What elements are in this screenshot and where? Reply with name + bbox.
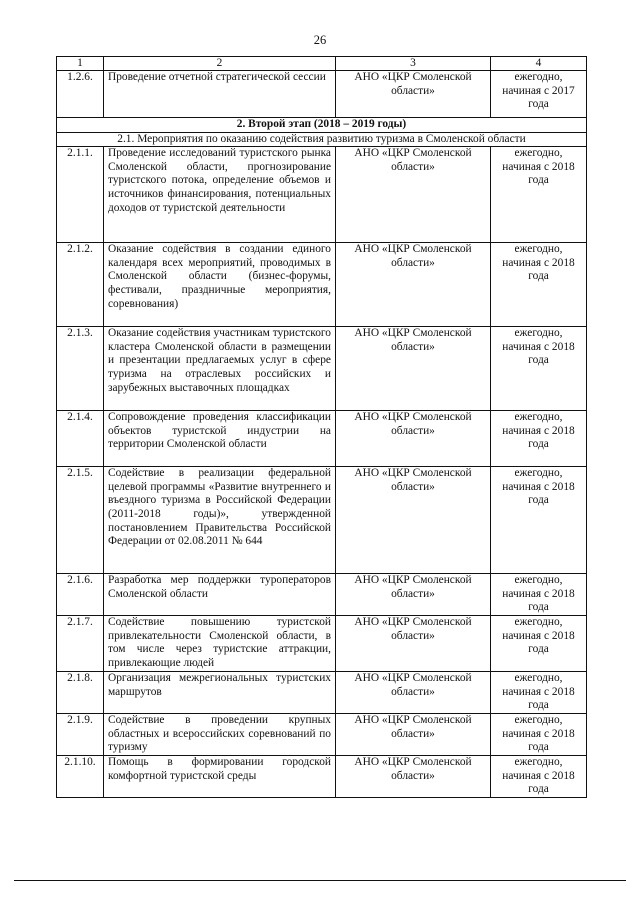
row-executor: АНО «ЦКР Смоленской области»	[336, 756, 491, 798]
table-row	[57, 467, 587, 574]
row-number: 2.1.3.	[57, 327, 104, 411]
row-executor: АНО «ЦКР Смоленской области»	[336, 327, 491, 411]
row-executor: АНО «ЦКР Смоленской области»	[336, 467, 491, 574]
row-description: Проведение исследований туристского рынка Смоленской области, прогнозирование туристского потока, определение объемов и источников финансирования, потенциальных доходов от туристской деятельности	[104, 147, 336, 243]
row-number: 2.1.8.	[57, 672, 104, 714]
row-number: 2.1.6.	[57, 574, 104, 616]
row-description: Помощь в формировании городской комфортной туристской среды	[104, 756, 336, 798]
row-term: ежегодно, начиная с 2017 года	[491, 71, 587, 118]
row-term: ежегодно, начиная с 2018 года	[491, 411, 587, 467]
table-row	[57, 616, 587, 672]
row-term: ежегодно, начиная с 2018 года	[491, 756, 587, 798]
row-term: ежегодно, начиная с 2018 года	[491, 714, 587, 756]
row-executor: АНО «ЦКР Смоленской области»	[336, 616, 491, 672]
table-row	[57, 672, 587, 714]
row-term: ежегодно, начиная с 2018 года	[491, 616, 587, 672]
row-number: 2.1.4.	[57, 411, 104, 467]
table-row	[57, 411, 587, 467]
row-executor: АНО «ЦКР Смоленской области»	[336, 243, 491, 327]
row-number: 2.1.1.	[57, 147, 104, 243]
row-description: Разработка мер поддержки туроператоров Смоленской области	[104, 574, 336, 616]
row-description: Содействие в реализации федеральной целевой программы «Развитие внутреннего и въездного туризма в Российской Федерации (2011-2018 годы)», утвержденной постановлением Правительства Российской Федерации от 02.08.2011 № 644	[104, 467, 336, 574]
table-row	[57, 327, 587, 411]
table-row	[57, 574, 587, 616]
row-description: Содействие повышению туристской привлекательности Смоленской области, в том числе через туристские аттракции, привлекающие людей	[104, 616, 336, 672]
column-number-3: 3	[336, 57, 491, 71]
column-number-row	[57, 57, 587, 71]
row-term: ежегодно, начиная с 2018 года	[491, 467, 587, 574]
page-number: 26	[313, 33, 327, 47]
table-row	[57, 147, 587, 243]
row-term: ежегодно, начиная с 2018 года	[491, 243, 587, 327]
subsection-title: 2.1. Мероприятия по оказанию содействия развитию туризма в Смоленской области	[57, 132, 587, 147]
column-number-4: 4	[491, 57, 587, 71]
row-executor: АНО «ЦКР Смоленской области»	[336, 147, 491, 243]
table-row	[57, 756, 587, 798]
row-description: Проведение отчетной стратегической сессии	[104, 71, 336, 118]
row-term: ежегодно, начиная с 2018 года	[491, 672, 587, 714]
row-term: ежегодно, начиная с 2018 года	[491, 147, 587, 243]
row-number: 2.1.2.	[57, 243, 104, 327]
row-executor: АНО «ЦКР Смоленской области»	[336, 71, 491, 118]
row-number: 2.1.7.	[57, 616, 104, 672]
row-description: Сопровождение проведения классификации объектов туристской индустрии на территории Смоленской области	[104, 411, 336, 467]
row-executor: АНО «ЦКР Смоленской области»	[336, 714, 491, 756]
column-number-1: 1	[57, 57, 104, 71]
row-term: ежегодно, начиная с 2018 года	[491, 327, 587, 411]
row-term: ежегодно, начиная с 2018 года	[491, 574, 587, 616]
row-description: Организация межрегиональных туристских маршрутов	[104, 672, 336, 714]
activities-rows	[57, 147, 587, 798]
row-number: 1.2.6.	[57, 71, 104, 118]
row-description: Оказание содействия в создании единого календаря всех мероприятий, проводимых в Смоленской области (бизнес-форумы, фестивали, праздничные мероприятия, соревнования)	[104, 243, 336, 327]
row-executor: АНО «ЦКР Смоленской области»	[336, 574, 491, 616]
row-executor: АНО «ЦКР Смоленской области»	[336, 672, 491, 714]
row-executor: АНО «ЦКР Смоленской области»	[336, 411, 491, 467]
bottom-rule	[14, 880, 626, 881]
table-row	[57, 243, 587, 327]
activities-table	[56, 56, 587, 798]
subsection-heading-row	[57, 132, 587, 147]
table-row	[57, 714, 587, 756]
row-description: Содействие в проведении крупных областных и всероссийских соревнований по туризму	[104, 714, 336, 756]
stage-heading-row	[57, 118, 587, 133]
row-number: 2.1.9.	[57, 714, 104, 756]
row-number: 2.1.5.	[57, 467, 104, 574]
stage-title: 2. Второй этап (2018 – 2019 годы)	[57, 118, 587, 133]
table-row	[57, 71, 587, 118]
row-number: 2.1.10.	[57, 756, 104, 798]
column-number-2: 2	[104, 57, 336, 71]
row-description: Оказание содействия участникам туристского кластера Смоленской области в размещении и презентации предлагаемых услуг в сфере туризма на отраслевых российских и зарубежных выставочных площадках	[104, 327, 336, 411]
